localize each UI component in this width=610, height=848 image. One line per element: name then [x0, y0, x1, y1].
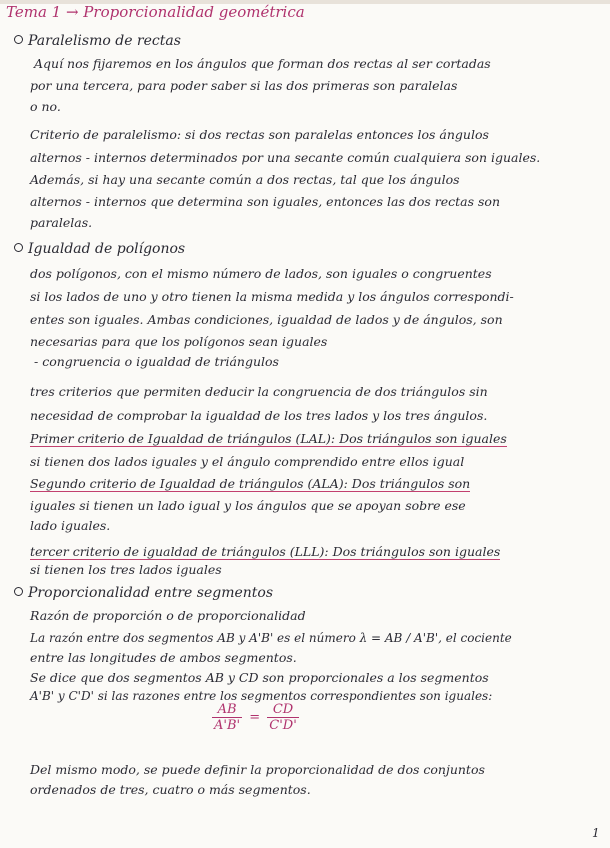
text-line: o no.	[30, 99, 61, 114]
text-line: si los lados de uno y otro tienen la misma medida y los ángulos correspondi-	[30, 289, 514, 304]
criterion-ala: Segundo criterio de Igualdad de triángulos (ALA): Dos triángulos son	[30, 476, 471, 491]
text-line: necesarias para que los polígonos sean iguales	[30, 334, 328, 349]
text-line: tres criterios que permiten deducir la congruencia de dos triángulos sin	[30, 384, 488, 399]
section-heading-paralelismo: Paralelismo de rectas	[14, 33, 181, 49]
text-line: si tienen los tres lados iguales	[30, 562, 222, 577]
text-line: iguales si tienen un lado igual y los ángulos que se apoyan sobre ese	[30, 498, 466, 513]
subheading-congruencia: - congruencia o igualdad de triángulos	[34, 354, 279, 369]
criterion-lal: Primer criterio de Igualdad de triángulos (LAL): Dos triángulos son iguales	[30, 431, 507, 446]
text-line: por una tercera, para poder saber si las dos primeras son paralelas	[30, 78, 458, 93]
section-heading-proporcionalidad: Proporcionalidad entre segmentos	[14, 585, 273, 601]
fraction-cd: $\frac{CD}{C'D'}$	[269, 702, 297, 733]
bullet-icon	[14, 587, 23, 596]
page-number: 1	[592, 826, 600, 840]
text-line: Además, si hay una secante común a dos rectas, tal que los ángulos	[30, 172, 460, 187]
text-line: Aquí nos fijaremos en los ángulos que forman dos rectas al ser cortadas	[34, 56, 491, 71]
text-line: si tienen dos lados iguales y el ángulo comprendido entre ellos igual	[30, 454, 465, 469]
text-line: paralelas.	[30, 215, 93, 230]
text-line: ordenados de tres, cuatro o más segmentos.	[30, 782, 311, 797]
fraction-ab: $\frac{AB}{A'B'}$	[214, 702, 241, 733]
subheading-razon: Razón de proporción o de proporcionalidad	[30, 608, 306, 623]
text-line: dos polígonos, con el mismo número de lados, son iguales o congruentes	[30, 266, 492, 281]
proportion-formula: $\frac{AB}{A'B'}$ = $\frac{CD}{C'D'}$	[214, 702, 297, 733]
text-line: alternos - internos determinados por una secante común cualquiera son iguales.	[30, 150, 541, 165]
text-line: La razón entre dos segmentos AB y A'B' es el número λ = AB / A'B', el cociente	[30, 631, 512, 645]
bullet-icon	[14, 35, 23, 44]
section-heading-igualdad: Igualdad de polígonos	[14, 241, 185, 257]
text-line: A'B' y C'D' si las razones entre los segmentos correspondientes son iguales:	[30, 689, 493, 703]
text-line: Del mismo modo, se puede definir la proporcionalidad de dos conjuntos	[30, 762, 485, 777]
text-line: entre las longitudes de ambos segmentos.	[30, 650, 297, 665]
page-title: Tema 1 → Proporcionalidad geométrica	[6, 3, 305, 21]
text-line: alternos - internos que determina son iguales, entonces las dos rectas son	[30, 194, 501, 209]
text-line: Se dice que dos segmentos AB y CD son proporcionales a los segmentos	[30, 670, 489, 685]
text-line: Criterio de paralelismo: si dos rectas son paralelas entonces los ángulos	[30, 127, 489, 142]
text-line: entes son iguales. Ambas condiciones, igualdad de lados y de ángulos, son	[30, 312, 503, 327]
criterion-lll: tercer criterio de igualdad de triángulos (LLL): Dos triángulos son iguales	[30, 544, 501, 559]
bullet-icon	[14, 243, 23, 252]
text-line: lado iguales.	[30, 518, 111, 533]
text-line: necesidad de comprobar la igualdad de los tres lados y los tres ángulos.	[30, 408, 488, 423]
